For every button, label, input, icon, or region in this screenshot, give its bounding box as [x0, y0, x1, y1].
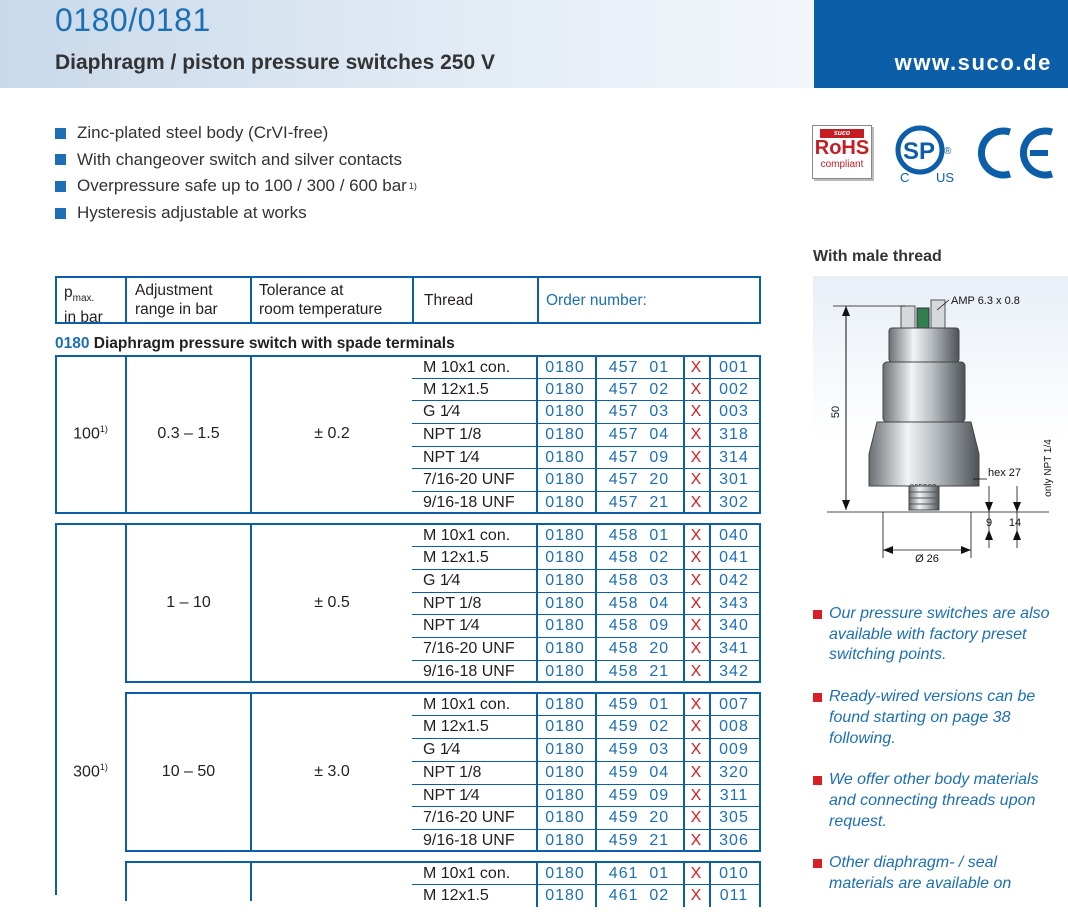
range-value: 0.3 – 1.5 — [157, 425, 220, 442]
svg-text:SP: SP — [902, 138, 936, 165]
bullet-square-icon — [55, 154, 66, 165]
ce-mark-logo — [972, 124, 1058, 182]
table-row: M 10x1 con. 0180 457 01 X 001 — [412, 355, 761, 378]
feature-item: Zinc-plated steel body (CrVI-free) — [55, 120, 417, 147]
technical-drawing-panel — [813, 276, 1068, 574]
table-row: 9/16-18 UNF 0180 458 21 X 342 — [412, 660, 761, 683]
range-value: 1 – 10 — [166, 594, 211, 611]
drawing-title: With male thread — [813, 248, 942, 265]
table-row: 9/16-18 UNF 0180 457 21 X 302 — [412, 491, 761, 514]
csa-c-mark: C — [900, 170, 910, 185]
pmax-value: 300$^{1)}$ — [73, 762, 108, 781]
note-item: Our pressure switches are also available with factory preset switching points. — [813, 604, 1063, 666]
footnote-mark: 1) — [408, 181, 417, 192]
header-tolerance: Tolerance at room temperature — [259, 282, 383, 318]
feature-item: Hysteresis adjustable at works — [55, 200, 417, 227]
header-thread: Thread — [424, 292, 474, 309]
note-item: Ready-wired versions can be found starting on page 38 following. — [813, 687, 1063, 749]
rohs-sub: compliant — [820, 159, 864, 170]
page-header — [0, 0, 1068, 88]
feature-item: With changeover switch and silver contacts — [55, 147, 417, 174]
table-row: G 1⁄4 0180 457 03 X 003 — [412, 400, 761, 423]
tolerance-value: ± 3.0 — [314, 763, 350, 780]
table-row: 7/16-20 UNF 0180 457 20 X 301 — [412, 468, 761, 491]
table-row: M 10x1 con. 0180 459 01 X 007 — [412, 692, 761, 715]
table-row: M 12x1.5 0180 457 02 X 002 — [412, 378, 761, 401]
table-row: 7/16-20 UNF 0180 458 20 X 341 — [412, 637, 761, 660]
hex-label: hex 27 — [988, 467, 1022, 479]
table-row: NPT 1⁄4 0180 459 09 X 311 — [412, 784, 761, 807]
pmax-block — [55, 523, 126, 895]
table-row: NPT 1⁄4 0180 457 09 X 314 — [412, 446, 761, 469]
website-link[interactable]: www.suco.de — [894, 50, 1052, 75]
csa-logo — [892, 124, 958, 186]
tolerance-value: ± 0.5 — [314, 594, 350, 611]
header-adjustment-range: Adjustment range in bar — [135, 282, 218, 318]
bullet-square-icon — [55, 181, 66, 192]
table-row: NPT 1/8 0180 457 04 X 318 — [412, 423, 761, 446]
note-item: We offer other body materials and connecting threads upon request. — [813, 770, 1063, 832]
bullet-square-icon — [813, 776, 822, 785]
header-pmax: $p_{max.}$ in bar — [64, 284, 103, 327]
csa-us-mark: US — [936, 170, 955, 185]
notes-list — [813, 604, 1063, 916]
dim-height-label: 50 — [830, 405, 842, 419]
dim-9-label: 9 — [985, 517, 993, 529]
table-row: G 1⁄4 0180 458 03 X 042 — [412, 569, 761, 592]
bullet-square-icon — [813, 859, 822, 868]
pressure-switch-drawing — [813, 276, 1068, 574]
website-banner — [814, 0, 1068, 88]
section-title: 0180 Diaphragm pressure switch with spade terminals — [55, 335, 455, 352]
pmax-value: 100$^{1)}$ — [73, 424, 108, 443]
feature-item: Overpressure safe up to 100 / 300 / 600 bar 1) — [55, 173, 417, 200]
table-row: G 1⁄4 0180 459 03 X 009 — [412, 738, 761, 761]
range-block — [125, 861, 413, 901]
bullet-square-icon — [55, 208, 66, 219]
feature-list — [55, 120, 417, 226]
table-row: NPT 1/8 0180 458 04 X 343 — [412, 592, 761, 615]
note-item: Other diaphragm- / seal materials are available on — [813, 853, 1063, 894]
dim-14-label: 14 — [1008, 517, 1022, 529]
bullet-square-icon — [813, 693, 822, 702]
csa-reg-mark: ® — [944, 146, 952, 157]
range-value: 10 – 50 — [161, 763, 216, 780]
thread-note-label: only NPT 1/4 — [1043, 439, 1054, 497]
bullet-square-icon — [55, 128, 66, 139]
table-row: NPT 1⁄4 0180 458 09 X 340 — [412, 614, 761, 637]
table-row: M 12x1.5 0180 461 02 X 011 — [412, 884, 761, 907]
table-header — [55, 276, 761, 327]
dim-diameter-label: Ø 26 — [915, 553, 939, 565]
table-row: M 10x1 con. 0180 458 01 X 040 — [412, 523, 761, 546]
table-row: M 10x1 con. 0180 461 01 X 010 — [412, 861, 761, 884]
header-order-number: Order number: — [546, 292, 647, 309]
rohs-brand: suco — [820, 129, 864, 138]
table-row: 9/16-18 UNF 0180 459 21 X 306 — [412, 829, 761, 852]
series-number: 0180/0181 — [55, 2, 211, 38]
rohs-label: RoHS — [814, 137, 870, 159]
tolerance-value: ± 0.2 — [314, 425, 350, 442]
table-row: NPT 1/8 0180 459 04 X 320 — [412, 761, 761, 784]
amp-label: AMP 6.3 x 0.8 — [951, 295, 1020, 307]
bullet-square-icon — [813, 610, 822, 619]
table-row: 7/16-20 UNF 0180 459 20 X 305 — [412, 806, 761, 829]
table-row: M 12x1.5 0180 458 02 X 041 — [412, 546, 761, 569]
rohs-logo — [812, 125, 872, 179]
page-subtitle: Diaphragm / piston pressure switches 250 V — [55, 51, 495, 74]
table-row: M 12x1.5 0180 459 02 X 008 — [412, 715, 761, 738]
